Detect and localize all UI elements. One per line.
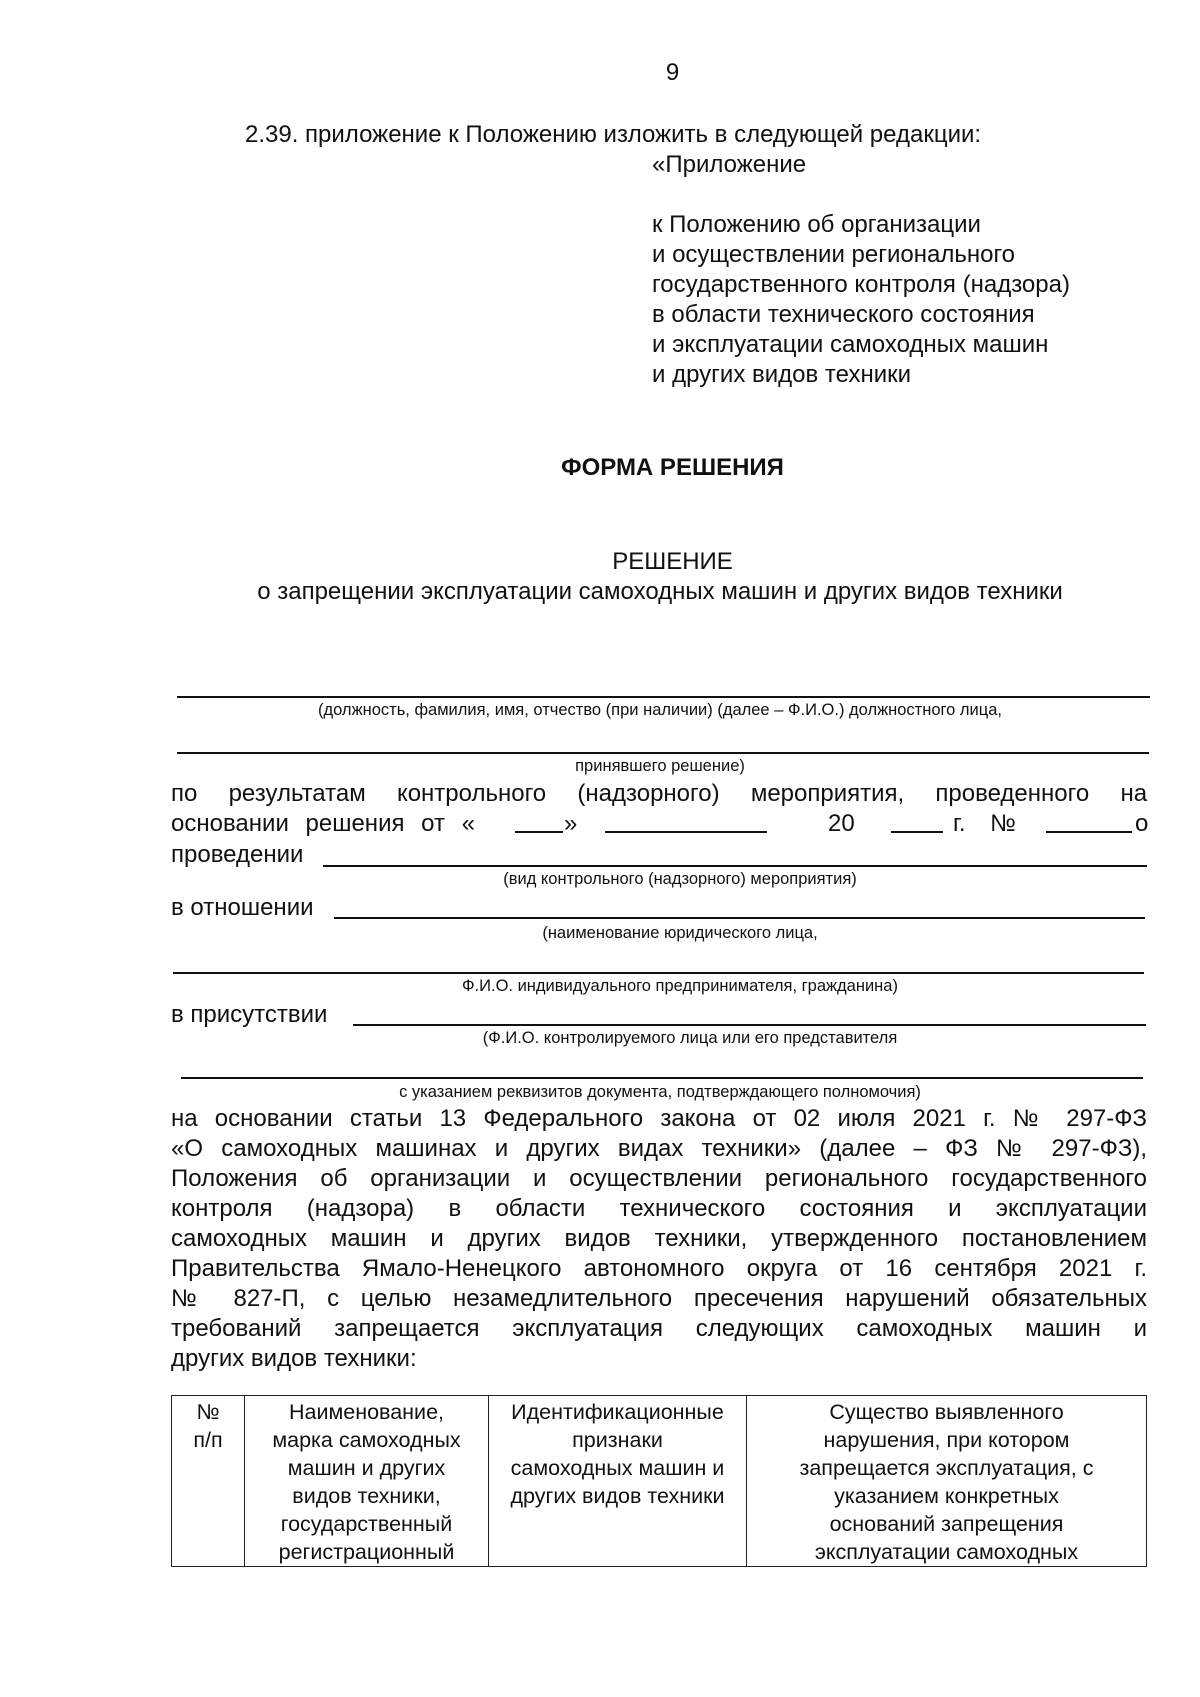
caption-official-1: (должность, фамилия, имя, отчество (при наличии) (далее – Ф.И.О.) должностного лица,: [318, 701, 1002, 719]
header-text: Наименование,: [288, 1400, 444, 1424]
fill-line-regarding: [334, 917, 1145, 919]
appendix-line: и эксплуатации самоходных машин: [652, 331, 1049, 358]
basis-g: г. №: [953, 810, 1016, 837]
basis-o: о: [1135, 810, 1149, 837]
month-blank: [605, 809, 767, 833]
header-cell-name: [245, 1396, 489, 1567]
body-line: Правительства Ямало-Ненецкого автономного округа от 16 сентября 2021 г.: [171, 1255, 1147, 1282]
results-word: результатам: [228, 780, 366, 807]
basis-prefix: основании решения от «: [171, 810, 475, 837]
body-line: Положения об организации и осуществлении регионального государственного: [171, 1165, 1147, 1192]
body-line: на основании статьи 13 Федерального закона от 02 июля 2021 г. № 297-ФЗ: [171, 1105, 1147, 1132]
header-text: Идентификационные: [511, 1400, 724, 1424]
decision-title: РЕШЕНИЕ: [612, 548, 733, 575]
regarding-label: в отношении: [171, 894, 314, 921]
caption-official-2: принявшего решение): [575, 757, 745, 775]
header-text: нарушения, при котором: [823, 1428, 1070, 1452]
header-text: запрещается эксплуатация, с: [799, 1456, 1094, 1480]
page-number: 9: [665, 59, 680, 86]
appendix-title: «Приложение: [652, 151, 807, 178]
body-line-last: других видов техники:: [171, 1345, 417, 1372]
fill-line-conducting: [323, 865, 1147, 867]
caption-event-type: (вид контрольного (надзорного) мероприятия): [503, 870, 857, 888]
fill-line-presence-2: [181, 1077, 1143, 1079]
form-title: ФОРМА РЕШЕНИЯ: [561, 454, 784, 481]
header-text: признаки: [572, 1428, 663, 1452]
day-blank: [515, 809, 563, 833]
appendix-line: государственного контроля (надзора): [652, 271, 1070, 298]
results-word: проведенного: [935, 780, 1090, 807]
header-text: машин и других: [287, 1456, 446, 1480]
basis-year: 20: [828, 810, 855, 837]
basis-quote-close: »: [564, 810, 578, 837]
header-text: марка самоходных: [272, 1428, 461, 1452]
body-line: «О самоходных машинах и других видах техники» (далее – ФЗ № 297-ФЗ),: [171, 1135, 1147, 1162]
fill-line-official-2: [177, 752, 1149, 754]
fill-line-official-1: [177, 696, 1150, 698]
body-line: контроля (надзора) в области технического состояния и эксплуатации: [171, 1195, 1147, 1222]
conducting-label: проведении: [171, 841, 304, 868]
header-cell-number: [172, 1396, 245, 1567]
appendix-line: и осуществлении регионального: [652, 241, 1016, 268]
presence-label: в присутствии: [171, 1001, 328, 1028]
fill-line-entity-2: [173, 972, 1144, 974]
appendix-line: к Положению об организации: [652, 211, 981, 238]
intro-paragraph: 2.39. приложение к Положению изложить в следующей редакции:: [245, 121, 982, 148]
caption-entity-1: (наименование юридического лица,: [542, 924, 818, 942]
body-line: № 827-П, с целью незамедлительного пресечения нарушений обязательных: [171, 1285, 1147, 1312]
header-text: Существо выявленного: [829, 1400, 1064, 1424]
header-text: №: [196, 1400, 220, 1424]
appendix-line: и других видов техники: [652, 361, 912, 388]
appendix-line: в области технического состояния: [652, 301, 1035, 328]
results-word: контрольного: [396, 780, 547, 807]
body-line: самоходных машин и других видов техники, утвержденного постановлением: [171, 1225, 1147, 1252]
header-text: регистрационный: [278, 1540, 455, 1564]
year-blank: [891, 809, 943, 833]
header-text: эксплуатации самоходных: [814, 1540, 1079, 1564]
decision-subtitle: о запрещении эксплуатации самоходных машин и других видов техники: [257, 578, 1063, 605]
header-cell-violation: [747, 1396, 1147, 1567]
results-word: (надзорного): [577, 780, 720, 807]
header-text: видов техники,: [292, 1484, 441, 1508]
body-line: требований запрещается эксплуатация следующих самоходных машин и: [171, 1315, 1147, 1342]
vehicles-table: [171, 1395, 1147, 1567]
header-text: п/п: [193, 1428, 223, 1452]
results-word: на: [1120, 780, 1148, 807]
results-line: [171, 779, 1147, 809]
results-word: по: [171, 780, 198, 807]
header-text: других видов техники: [510, 1484, 725, 1508]
number-blank: [1046, 809, 1132, 833]
header-text: государственный: [280, 1512, 453, 1536]
caption-presence-2: с указанием реквизитов документа, подтверждающего полномочия): [399, 1083, 921, 1101]
header-text: оснований запрещения: [829, 1512, 1064, 1536]
header-text: указанием конкретных: [834, 1484, 1059, 1508]
results-word: мероприятия,: [750, 780, 905, 807]
caption-entity-2: Ф.И.О. индивидуального предпринимателя, гражданина): [462, 977, 898, 995]
header-cell-identification: [489, 1396, 747, 1567]
header-text: самоходных машин и: [510, 1456, 725, 1480]
caption-presence-1: (Ф.И.О. контролируемого лица или его представителя: [482, 1029, 898, 1047]
table-header-row: [172, 1396, 1147, 1567]
fill-line-presence: [353, 1024, 1146, 1026]
